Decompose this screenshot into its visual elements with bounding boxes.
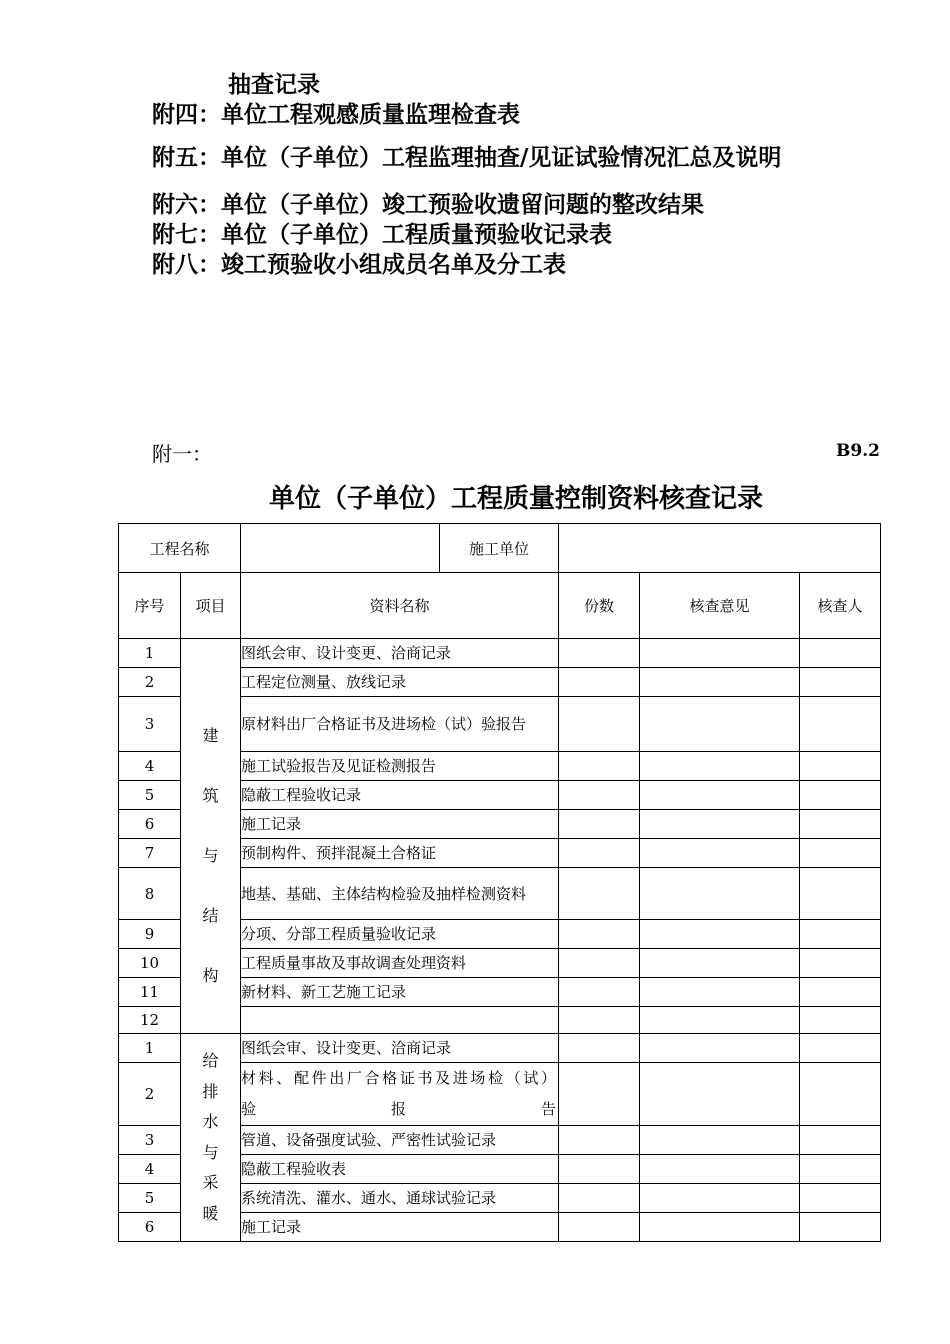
appendix-line: 附八：竣工预验收小组成员名单及分工表	[152, 252, 566, 278]
column-header-row	[119, 573, 881, 639]
document-name: 原材料出厂合格证书及进场检（试）验报告	[241, 697, 559, 752]
category-char: 结	[202, 906, 219, 925]
document-name: 施工记录	[241, 1213, 559, 1242]
category-char: 与	[202, 846, 219, 865]
category-char: 排	[202, 1081, 219, 1101]
copies-cell[interactable]	[559, 1034, 640, 1063]
row-number: 5	[119, 1184, 181, 1213]
record-rows	[119, 639, 881, 1242]
col-doc-name: 资料名称	[241, 573, 559, 639]
document-name: 材料、配件出厂合格证书及进场检（试）验报告	[241, 1063, 559, 1126]
copies-cell[interactable]	[559, 810, 640, 839]
document-name: 隐蔽工程验收表	[241, 1155, 559, 1184]
category-char: 与	[202, 1142, 219, 1162]
row-number: 9	[119, 920, 181, 949]
opinion-cell[interactable]	[640, 978, 800, 1007]
opinion-cell[interactable]	[640, 868, 800, 920]
row-number: 10	[119, 949, 181, 978]
category-char: 建	[202, 726, 219, 745]
checker-cell[interactable]	[800, 920, 881, 949]
category-char: 暖	[202, 1203, 219, 1223]
opinion-cell[interactable]	[640, 1034, 800, 1063]
copies-cell[interactable]	[559, 1155, 640, 1184]
quality-control-record-table	[118, 523, 881, 1242]
category-label	[181, 1034, 241, 1242]
copies-cell[interactable]	[559, 639, 640, 668]
copies-cell[interactable]	[559, 1007, 640, 1034]
copies-cell[interactable]	[559, 1063, 640, 1126]
opinion-cell[interactable]	[640, 1155, 800, 1184]
appendix-line: 附五：单位（子单位）工程监理抽查/见证试验情况汇总及说明	[152, 145, 782, 171]
category-char: 给	[202, 1051, 219, 1070]
row-number: 11	[119, 978, 181, 1007]
table-row	[119, 639, 881, 668]
appendix-line: 附六：单位（子单位）竣工预验收遗留问题的整改结果	[152, 192, 704, 218]
checker-cell[interactable]	[800, 697, 881, 752]
document-name: 工程定位测量、放线记录	[241, 668, 559, 697]
copies-cell[interactable]	[559, 781, 640, 810]
opinion-cell[interactable]	[640, 949, 800, 978]
checker-cell[interactable]	[800, 1213, 881, 1242]
header-row	[119, 524, 881, 573]
document-name	[241, 1007, 559, 1034]
project-name-label: 工程名称	[119, 524, 241, 573]
row-number: 4	[119, 752, 181, 781]
opinion-cell[interactable]	[640, 1126, 800, 1155]
contractor-label: 施工单位	[440, 524, 559, 573]
copies-cell[interactable]	[559, 697, 640, 752]
opinion-cell[interactable]	[640, 752, 800, 781]
checker-cell[interactable]	[800, 868, 881, 920]
checker-cell[interactable]	[800, 781, 881, 810]
row-number: 5	[119, 781, 181, 810]
document-name: 图纸会审、设计变更、洽商记录	[241, 639, 559, 668]
form-code: B9.2	[836, 441, 880, 461]
row-number: 3	[119, 1126, 181, 1155]
appendix-line: 附七：单位（子单位）工程质量预验收记录表	[152, 222, 612, 248]
document-name: 施工记录	[241, 810, 559, 839]
copies-cell[interactable]	[559, 949, 640, 978]
copies-cell[interactable]	[559, 920, 640, 949]
document-name: 隐蔽工程验收记录	[241, 781, 559, 810]
checker-cell[interactable]	[800, 810, 881, 839]
opinion-cell[interactable]	[640, 1213, 800, 1242]
document-name: 管道、设备强度试验、严密性试验记录	[241, 1126, 559, 1155]
document-title: 单位（子单位）工程质量控制资料核查记录	[268, 484, 763, 514]
copies-cell[interactable]	[559, 668, 640, 697]
checker-cell[interactable]	[800, 1184, 881, 1213]
checker-cell[interactable]	[800, 949, 881, 978]
checker-cell[interactable]	[800, 839, 881, 868]
document-name: 新材料、新工艺施工记录	[241, 978, 559, 1007]
opinion-cell[interactable]	[640, 839, 800, 868]
document-name: 施工试验报告及见证检测报告	[241, 752, 559, 781]
attachment-label: 附一：	[152, 442, 212, 466]
category-char: 水	[202, 1112, 219, 1131]
checker-cell[interactable]	[800, 1034, 881, 1063]
document-name: 工程质量事故及事故调查处理资料	[241, 949, 559, 978]
opinion-cell[interactable]	[640, 920, 800, 949]
table-row	[119, 1034, 881, 1063]
checker-cell[interactable]	[800, 1155, 881, 1184]
copies-cell[interactable]	[559, 1126, 640, 1155]
row-number: 6	[119, 810, 181, 839]
col-opinion: 核查意见	[640, 573, 800, 639]
row-number: 2	[119, 668, 181, 697]
checker-cell[interactable]	[800, 1007, 881, 1034]
checker-cell[interactable]	[800, 668, 881, 697]
row-number: 3	[119, 697, 181, 752]
col-checker: 核查人	[800, 573, 881, 639]
row-number: 6	[119, 1213, 181, 1242]
row-number: 12	[119, 1007, 181, 1034]
row-number: 8	[119, 868, 181, 920]
document-name: 系统清洗、灌水、通水、通球试验记录	[241, 1184, 559, 1213]
opinion-cell[interactable]	[640, 810, 800, 839]
appendix-line: 抽查记录	[228, 72, 320, 98]
row-number: 1	[119, 639, 181, 668]
document-name: 图纸会审、设计变更、洽商记录	[241, 1034, 559, 1063]
col-copies: 份数	[559, 573, 640, 639]
copies-cell[interactable]	[559, 752, 640, 781]
copies-cell[interactable]	[559, 1213, 640, 1242]
document-name: 预制构件、预拌混凝土合格证	[241, 839, 559, 868]
opinion-cell[interactable]	[640, 1184, 800, 1213]
category-char: 筑	[202, 786, 219, 805]
col-seq: 序号	[119, 573, 181, 639]
document-name: 地基、基础、主体结构检验及抽样检测资料	[241, 868, 559, 920]
col-item: 项目	[181, 573, 241, 639]
opinion-cell[interactable]	[640, 639, 800, 668]
checker-cell[interactable]	[800, 1063, 881, 1126]
row-number: 4	[119, 1155, 181, 1184]
contractor-value[interactable]	[559, 524, 881, 573]
opinion-cell[interactable]	[640, 697, 800, 752]
row-number: 2	[119, 1063, 181, 1126]
document-name: 分项、分部工程质量验收记录	[241, 920, 559, 949]
copies-cell[interactable]	[559, 978, 640, 1007]
appendix-list	[152, 70, 912, 280]
checker-cell[interactable]	[800, 639, 881, 668]
copies-cell[interactable]	[559, 839, 640, 868]
checker-cell[interactable]	[800, 752, 881, 781]
category-label	[181, 639, 241, 1034]
row-number: 7	[119, 839, 181, 868]
checker-cell[interactable]	[800, 1126, 881, 1155]
appendix-line: 附四：单位工程观感质量监理检查表	[152, 102, 520, 128]
copies-cell[interactable]	[559, 1184, 640, 1213]
opinion-cell[interactable]	[640, 1063, 800, 1126]
category-char: 采	[202, 1173, 219, 1192]
category-char: 构	[202, 966, 219, 985]
opinion-cell[interactable]	[640, 781, 800, 810]
copies-cell[interactable]	[559, 868, 640, 920]
opinion-cell[interactable]	[640, 1007, 800, 1034]
row-number: 1	[119, 1034, 181, 1063]
checker-cell[interactable]	[800, 978, 881, 1007]
project-name-value[interactable]	[241, 524, 440, 573]
opinion-cell[interactable]	[640, 668, 800, 697]
